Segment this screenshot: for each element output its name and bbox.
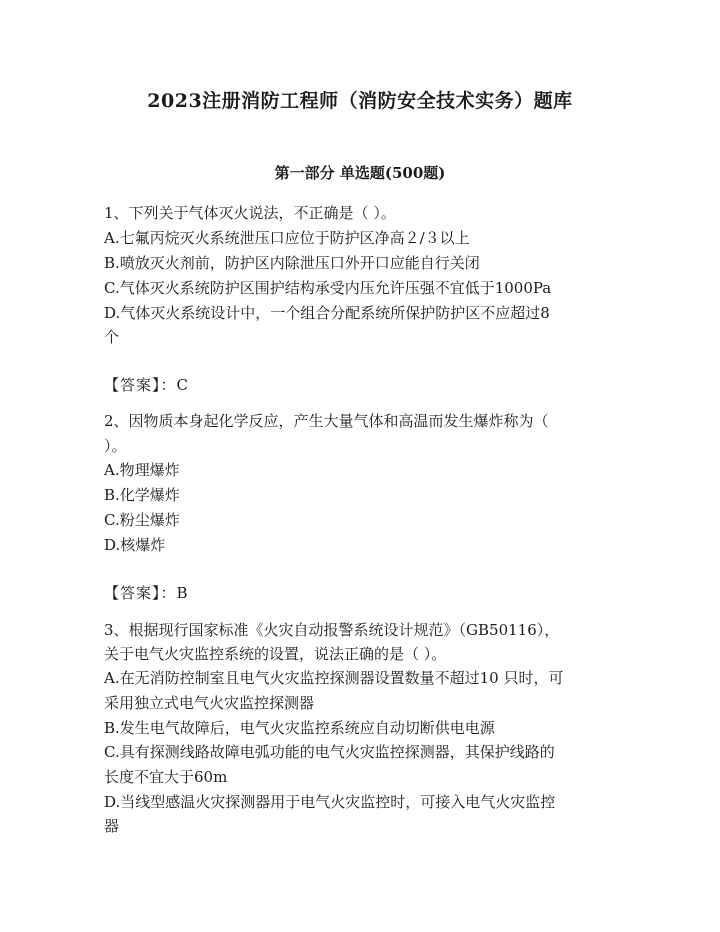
question-1-answer: 【答案】：C [104, 376, 189, 394]
question-1-option-d-cont: 个 [104, 328, 120, 346]
question-2-option-a: A.物理爆炸 [104, 461, 180, 479]
question-2-option-d: D.核爆炸 [104, 536, 166, 554]
question-3-option-d-cont: 器 [104, 817, 120, 835]
question-3-option-d: D.当线型感温火灾探测器用于电气火灾监控时，可接入电气火灾监控 [104, 793, 556, 811]
question-2-option-c: C.粉尘爆炸 [104, 511, 180, 529]
question-3-stem: 3、根据现行国家标准《火灾自动报警系统设计规范》（GB50116）， [104, 621, 560, 639]
question-3-option-c: C.具有探测线路故障电弧功能的电气火灾监控探测器，其保护线路的 [104, 743, 555, 761]
section-heading: 第一部分 单选题(500题) [274, 164, 446, 182]
question-1-option-c: C.气体灭火系统防护区围护结构承受内压允许压强不宜低于1000Pa [104, 279, 552, 297]
question-1-stem: 1、下列关于气体灭火说法，不正确是（ ）。 [104, 204, 396, 222]
question-1-option-a: A.七氟丙烷灭火系统泄压口应位于防护区净高２/３以上 [104, 229, 470, 247]
question-3-option-a: A.在无消防控制室且电气火灾监控探测器设置数量不超过10 只时，可 [104, 669, 564, 687]
question-2-option-b: B.化学爆炸 [104, 486, 180, 504]
page-title: 2023注册消防工程师（消防安全技术实务）题库 [147, 90, 573, 112]
question-3-stem-cont: 关于电气火灾监控系统的设置，说法正确的是（ ）。 [104, 645, 447, 663]
question-2-answer: 【答案】：B [104, 584, 189, 602]
question-2-stem: 2、因物质本身起化学反应，产生大量气体和高温而发生爆炸称为（ [104, 412, 549, 430]
question-1-option-b: B.喷放灭火剂前，防护区内除泄压口外开口应能自行关闭 [104, 254, 480, 272]
question-3-option-b: B.发生电气故障后，电气火灾监控系统应自动切断供电电源 [104, 719, 495, 737]
question-1-option-d: D.气体灭火系统设计中，一个组合分配系统所保护防护区不应超过8 [104, 304, 550, 322]
question-3-option-c-cont: 长度不宜大于60m [104, 768, 228, 786]
question-2-stem-cont: ）。 [104, 437, 127, 455]
question-3-option-a-cont: 采用独立式电气火灾监控探测器 [104, 694, 315, 712]
